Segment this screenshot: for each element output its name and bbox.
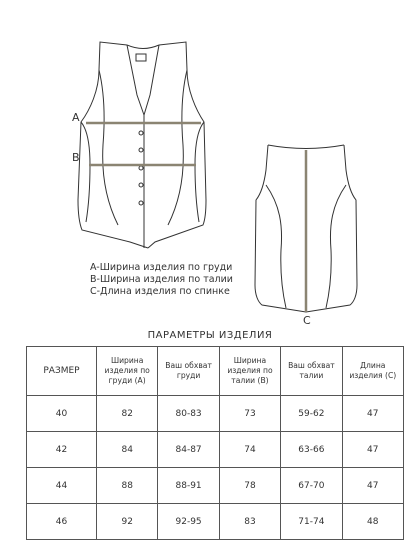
label-c: C bbox=[303, 314, 311, 327]
cell-chest-width: 92 bbox=[97, 504, 158, 540]
header-size: РАЗМЕР bbox=[27, 347, 97, 396]
table-row bbox=[27, 504, 404, 540]
legend-line-b: B-Ширина изделия по талии bbox=[90, 274, 233, 285]
cell-waist-width: 78 bbox=[219, 468, 280, 504]
legend-line-c: C-Длина изделия по спинке bbox=[90, 286, 230, 297]
cell-size: 46 bbox=[27, 504, 97, 540]
cell-length: 47 bbox=[342, 432, 403, 468]
cell-waist-girth: 59-62 bbox=[281, 396, 342, 432]
header-chest-width: Ширина изделия по груди (А) bbox=[97, 347, 158, 396]
cell-chest-girth: 80-83 bbox=[158, 396, 219, 432]
cell-chest-width: 84 bbox=[97, 432, 158, 468]
header-waist-width: Ширина изделия по талии (В) bbox=[219, 347, 280, 396]
cell-chest-girth: 92-95 bbox=[158, 504, 219, 540]
legend-line-a: A-Ширина изделия по груди bbox=[90, 262, 233, 273]
cell-size: 40 bbox=[27, 396, 97, 432]
cell-waist-width: 74 bbox=[219, 432, 280, 468]
table-row bbox=[27, 432, 404, 468]
cell-waist-width: 83 bbox=[219, 504, 280, 540]
cell-chest-girth: 88-91 bbox=[158, 468, 219, 504]
table-header-row bbox=[27, 347, 404, 396]
cell-waist-girth: 67-70 bbox=[281, 468, 342, 504]
table-row bbox=[27, 468, 404, 504]
label-a: A bbox=[72, 111, 80, 124]
cell-waist-girth: 71-74 bbox=[281, 504, 342, 540]
cell-length: 47 bbox=[342, 468, 403, 504]
table-title: ПАРАМЕТРЫ ИЗДЕЛИЯ bbox=[147, 330, 273, 341]
cell-size: 44 bbox=[27, 468, 97, 504]
cell-waist-girth: 63-66 bbox=[281, 432, 342, 468]
measurement-legend bbox=[90, 262, 233, 298]
cell-length: 47 bbox=[342, 396, 403, 432]
cell-size: 42 bbox=[27, 432, 97, 468]
cell-chest-girth: 84-87 bbox=[158, 432, 219, 468]
size-table bbox=[26, 346, 404, 540]
cell-length: 48 bbox=[342, 504, 403, 540]
vest-front bbox=[78, 42, 206, 248]
cell-chest-width: 88 bbox=[97, 468, 158, 504]
label-b: B bbox=[72, 151, 80, 164]
header-length: Длина изделия (С) bbox=[342, 347, 403, 396]
table-row bbox=[27, 396, 404, 432]
header-waist-girth: Ваш обхват талии bbox=[281, 347, 342, 396]
header-chest-girth: Ваш обхват груди bbox=[158, 347, 219, 396]
cell-waist-width: 73 bbox=[219, 396, 280, 432]
cell-chest-width: 82 bbox=[97, 396, 158, 432]
